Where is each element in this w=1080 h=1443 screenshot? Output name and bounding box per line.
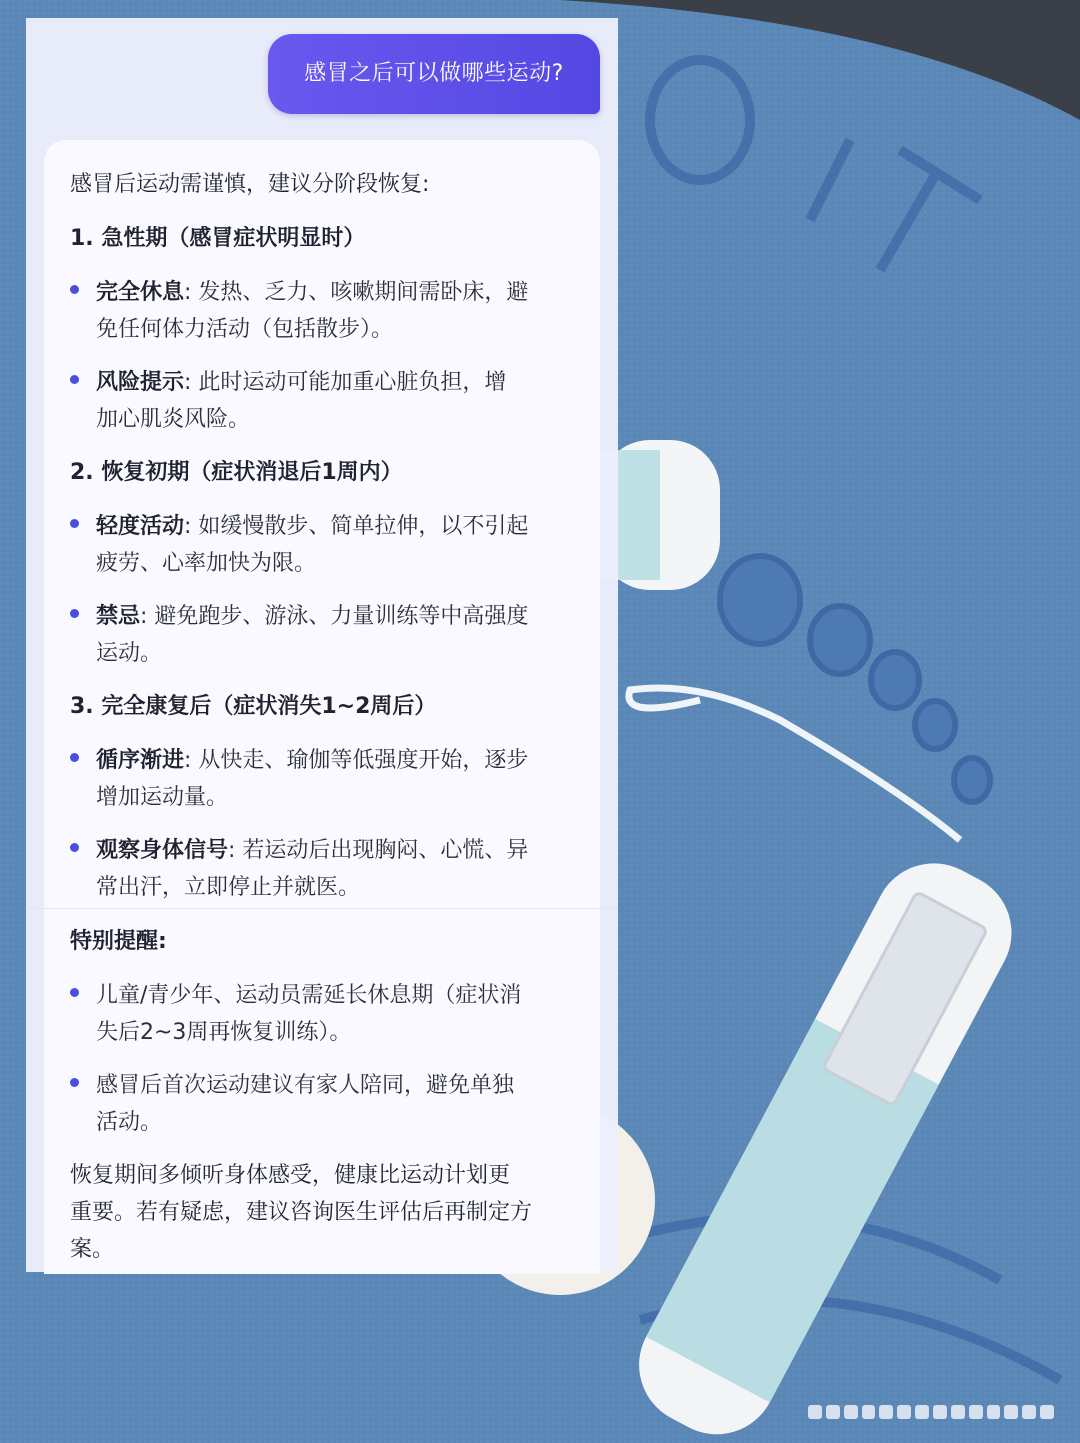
bullet-line-continued: 活动。 <box>96 1110 163 1135</box>
bullet-text: : 避免跑步、游泳、力量训练等中高强度 <box>140 604 529 629</box>
bullet-text: : 从快走、瑜伽等低强度开始，逐步 <box>184 748 529 773</box>
bullet-dot <box>70 988 79 997</box>
rope-handle-top <box>600 440 720 590</box>
bullet-line <box>96 743 528 774</box>
bullet-line: 儿童/青少年、运动员需延长休息期（症状消 <box>96 983 522 1008</box>
bullet-key: 观察身体信号 <box>96 838 229 863</box>
closing-text: 重要。若有疑虑，建议咨询医生评估后再制定方 <box>70 1200 533 1225</box>
answer-intro: 感冒后运动需谨慎，建议分阶段恢复: <box>70 172 430 197</box>
bullet-dot <box>70 285 79 294</box>
bullet-key: 循序渐进 <box>96 748 185 773</box>
section-heading: 2. 恢复初期（症状消退后1周内） <box>70 460 403 485</box>
bullet-text: : 此时运动可能加重心脏负担，增 <box>184 370 507 395</box>
bullet-line <box>96 275 528 306</box>
bullet-dot <box>70 843 79 852</box>
bullet-line-continued: 失后2~3周再恢复训练）。 <box>96 1020 352 1045</box>
user-message-bubble: 感冒之后可以做哪些运动? <box>268 34 600 114</box>
watermark <box>808 1405 1054 1419</box>
bullet-key: 禁忌 <box>96 604 141 629</box>
bullet-key: 风险提示 <box>96 370 185 395</box>
assistant-answer-card <box>44 140 600 1274</box>
bullet-text: : 若运动后出现胸闷、心慌、异 <box>228 838 529 863</box>
bullet-dot <box>70 1078 79 1087</box>
bullet-line-continued: 加心肌炎风险。 <box>96 407 251 432</box>
bullet-line-continued: 常出汗，立即停止并就医。 <box>96 875 361 900</box>
bullet-dot <box>70 753 79 762</box>
bullet-text: : 发热、乏力、咳嗽期间需卧床，避 <box>184 280 529 305</box>
bullet-line <box>96 365 506 396</box>
bullet-line <box>96 833 528 864</box>
bullet-key: 完全休息 <box>96 280 185 305</box>
special-heading: 特别提醒: <box>70 929 167 954</box>
bullet-line-continued: 免任何体力活动（包括散步）。 <box>96 317 394 342</box>
bullet-key: 轻度活动 <box>96 514 185 539</box>
divider <box>26 908 618 909</box>
bullet-text: : 如缓慢散步、简单拉伸，以不引起 <box>184 514 529 539</box>
bullet-line-continued: 运动。 <box>96 641 163 666</box>
bullet-line <box>96 599 528 630</box>
bullet-line-continued: 增加运动量。 <box>96 785 229 810</box>
section-heading: 1. 急性期（感冒症状明显时） <box>70 226 366 251</box>
bullet-line: 感冒后首次运动建议有家人陪同，避免单独 <box>96 1073 515 1098</box>
bullet-line <box>96 509 528 540</box>
bullet-line-continued: 疲劳、心率加快为限。 <box>96 551 317 576</box>
closing-text: 案。 <box>70 1237 115 1262</box>
bullet-dot <box>70 609 79 618</box>
bullet-dot <box>70 375 79 384</box>
closing-text: 恢复期间多倾听身体感受，健康比运动计划更 <box>70 1163 511 1188</box>
section-heading: 3. 完全康复后（症状消失1~2周后） <box>70 694 437 719</box>
bullet-dot <box>70 519 79 528</box>
